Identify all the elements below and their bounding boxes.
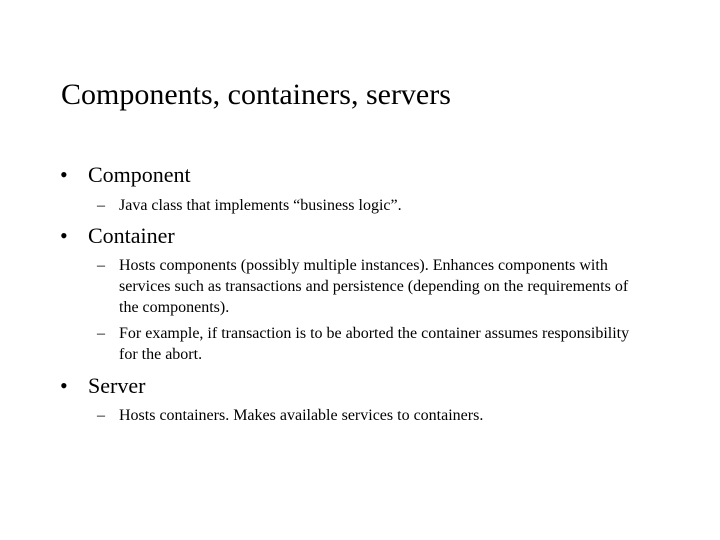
bullet-icon: •	[60, 373, 68, 398]
dash-icon: –	[97, 197, 105, 214]
bullet-label: Server	[88, 373, 146, 398]
dash-icon: –	[97, 407, 105, 424]
bullet-label: Container	[88, 223, 175, 248]
dash-icon: –	[97, 325, 105, 342]
sub-item-text: Hosts components (possibly multiple instances). Enhances components with services such as transactions and persistence (depending on the requirements of the components).	[119, 257, 629, 316]
bullet-icon: •	[60, 223, 68, 248]
sub-item-text: For example, if transaction is to be aborted the container assumes responsibility for the abort.	[119, 325, 630, 363]
slide-title: Components, containers, servers	[61, 78, 451, 111]
bullet-label: Component	[88, 162, 191, 187]
dash-icon: –	[97, 257, 105, 274]
sub-item-text: Java class that implements “business logic”.	[119, 197, 402, 214]
bullet-icon: •	[60, 162, 68, 187]
sub-item-text: Hosts containers. Makes available services to containers.	[119, 407, 484, 424]
